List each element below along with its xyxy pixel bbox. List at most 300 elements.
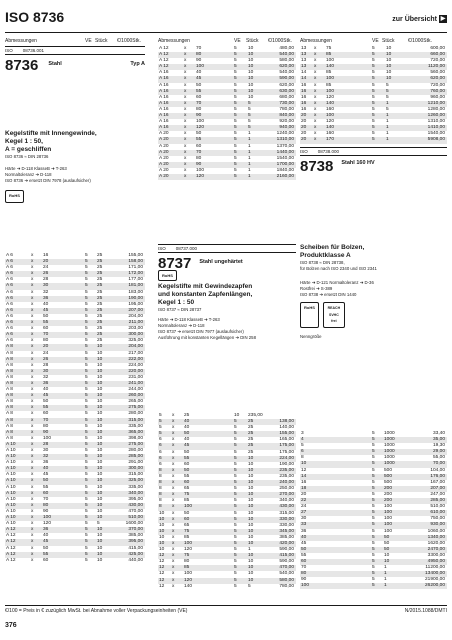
table-cell: 5 [372,528,375,534]
table-cell: 28 [43,277,49,283]
table-cell: 430,00 [128,502,143,508]
table-cell: 5 [97,521,100,527]
table-cell: 70 [43,496,49,502]
table-cell: 315,00 [128,472,143,478]
back-label: zur Übersicht [392,15,437,23]
table-cell: 5 [372,461,375,467]
table-cell: 1000 [384,455,395,461]
table-cell: 500 [384,473,393,479]
table-cell: 275,00 [128,441,143,447]
table-cell: 24 [43,350,49,356]
table-cell: 10 [248,571,254,577]
table-cell: 10 [159,522,165,528]
table-cell: 5 [85,362,88,368]
desc-line: Produktklasse A [300,252,351,259]
table-cell: 10 [97,508,103,514]
col-vk: VE [372,38,379,44]
table-cell: 335,00 [128,484,143,490]
table-cell: 25 [97,301,103,307]
table-cell: 1000 [384,431,395,436]
table-cell: 60 [43,326,49,332]
table-cell: 5 [234,443,237,449]
meta-line: Härte ➜ D-121 Normaltoleranz ➜ D-36 [300,280,374,285]
table-cell: 5 [85,338,88,344]
table-cell: 50 [196,82,202,88]
table-cell: 25 [248,431,254,437]
table-cell: 160 [326,106,335,112]
table-cell: 80 [184,559,190,565]
table-cell: A 20 [159,143,169,149]
table-cell: 5 [234,119,237,125]
table-cell: 5 [234,504,237,510]
table-cell: 10 [386,70,392,76]
table-cell: 25 [248,449,254,455]
table-cell: 280,00 [128,411,143,417]
table-cell: x [314,125,317,131]
table-cell: x [172,455,175,461]
table-cell: 10 [97,374,103,380]
table-cell: 1260,00 [427,113,445,119]
table-cell: 10 [248,52,254,58]
table-cell: 5 [85,387,88,393]
table-cell: x [172,486,175,492]
table-cell: 25 [97,307,103,313]
table-cell: 20 [301,131,307,137]
desc-line: A = geschliffen [5,146,52,153]
table-cell: x [314,70,317,76]
table-cell: 10 [248,534,254,540]
table-cell: 8 [159,486,162,492]
table-cell: A 16 [159,76,169,82]
table-cell: x [172,480,175,486]
table-cell: 10 [248,492,254,498]
table-cell: 5 [85,399,88,405]
table-cell: 24 [301,504,307,510]
table-cell: x [314,52,317,58]
table-cell: 1440,00 [276,149,294,155]
table-cell: 100 [184,571,193,577]
table-cell: 300,00 [128,466,143,472]
meta-line: Ausführung mit konstanten Kegellängen ➜ DIN 258 [158,335,256,340]
table-cell: x [172,504,175,510]
table-cell: A 6 [6,283,13,289]
table-cell: 330,00 [279,522,294,528]
table-8736-part4 [300,46,447,144]
table-cell: 19,30 [432,443,445,449]
table-cell: 1310,00 [276,137,294,143]
table-cell: 10 [248,455,254,461]
table-cell: 560,00 [430,70,445,76]
table-cell: 1000 [384,461,395,467]
table-cell: 10 [248,473,254,479]
table-cell: x [31,356,34,362]
table-cell: 5 [372,58,375,64]
table-cell: 235,00 [248,413,263,418]
table-cell: A 20 [159,161,169,167]
table-cell: x [184,167,187,173]
table-cell: 10 [97,362,103,368]
table-cell: 25 [97,313,103,319]
table-cell: 100 [43,515,52,521]
table-cell: 580,00 [279,58,294,64]
table-cell: 5 [234,52,237,58]
table-cell: 5 [85,289,88,295]
table-cell: 100 [326,113,335,119]
table-cell: 8 [159,504,162,510]
table-cell: A 6 [6,338,13,344]
table-cell: 291,00 [128,460,143,466]
table-cell: 5 [372,577,375,583]
table-cell: 5 [85,283,88,289]
table-cell: 10 [386,46,392,51]
table-cell: x [172,467,175,473]
product-8738 [300,147,447,175]
table-cell: 80 [43,423,49,429]
table-cell: 425,00 [128,551,143,557]
table-cell: 5 [234,149,237,155]
table-cell: 5 [234,167,237,173]
col-abm: Abmessungen [300,38,332,44]
table-cell: x [184,64,187,70]
table-cell: 660,00 [430,52,445,58]
table-cell: 176,00 [430,473,445,479]
table-cell: 50 [184,449,190,455]
table-cell: 5 [85,295,88,301]
table-cell: 167,00 [430,479,445,485]
table-cell: 140 [326,125,335,131]
table-cell: 750,00 [430,516,445,522]
table-cell: x [31,448,34,453]
table-cell: 840,00 [279,113,294,119]
table-cell: x [31,411,34,417]
table-cell: 5 [85,332,88,338]
table-cell: 231,00 [128,374,143,380]
table-cell: 183,00 [128,289,143,295]
table-cell: 120 [196,173,205,179]
table-cell: 4 [301,437,304,443]
table-cell: 10 [248,64,254,70]
table-cell: x [172,559,175,565]
table-cell: A 8 [6,417,13,423]
table-cell: 315,00 [279,510,294,516]
table-cell: 24 [43,265,49,271]
table-cell: A 20 [159,137,169,143]
table-cell: 16 [301,82,307,88]
back-to-overview-link[interactable] [392,15,447,23]
table-cell: 85 [184,534,190,540]
table-cell: x [31,429,34,435]
table-cell: 40 [43,533,49,539]
table-cell: 345,00 [279,528,294,534]
table-cell: 14 [301,76,307,82]
table-cell: 80 [43,338,49,344]
table-cell: 720,00 [430,82,445,88]
table-cell: 100 [184,504,193,510]
table-cell: 8 [159,467,162,473]
table-cell: A 8 [6,380,13,386]
table-cell: x [31,423,34,429]
table-cell: x [172,583,175,589]
table-cell: 55 [43,320,49,326]
table-cell: 247,00 [430,491,445,497]
table-cell: x [31,338,34,344]
product-code: 08736.001 [22,48,45,53]
table-cell: 10 [97,484,103,490]
table-cell: 16 [301,106,307,112]
table-cell: 5 [85,466,88,472]
table-cell: 13 [301,52,307,58]
table-cell: 172,00 [128,271,143,277]
table-cell: 1 [248,155,251,161]
table-cell: 60 [301,558,307,564]
table-cell: x [314,76,317,82]
table-cell: x [31,326,34,332]
table-cell: 1240,00 [276,131,294,137]
table-cell: 10 [248,486,254,492]
table-cell: 5 [386,82,389,88]
table-cell: x [172,547,175,553]
table-cell: 10 [97,515,103,521]
table-cell: 430,00 [279,504,294,510]
table-cell: A 12 [6,527,16,533]
table-cell: 40 [196,70,202,76]
table-cell: 224,00 [279,455,294,461]
table-cell: 285,00 [128,454,143,460]
table-cell: 5 [234,571,237,577]
table-cell: 5 [372,583,375,589]
table-cell: 5 [85,368,88,374]
table-cell: 217,00 [128,350,143,356]
table-cell: 5 [85,429,88,435]
table-cell: 30 [43,283,49,289]
table-cell: x [184,46,187,51]
table-cell: 1 [248,149,251,155]
table-cell: 1280,00 [427,106,445,112]
table-cell: 590,00 [279,547,294,553]
table-cell: 620,00 [279,64,294,70]
table-cell: 1 [384,571,387,577]
table-cell: x [31,259,34,265]
table-cell: 3300,00 [427,552,445,558]
table-cell: x [31,502,34,508]
table-cell: 10 [97,435,103,441]
table-cell: 780,00 [279,106,294,112]
table-cell: 25 [97,295,103,301]
table-cell: A 6 [6,295,13,301]
table-cell: 10 [248,82,254,88]
table-cell: 1540,00 [276,155,294,161]
table-cell: x [184,131,187,137]
table-cell: 6 [159,437,162,443]
table-cell: 10 [248,70,254,76]
table-cell: 200 [384,491,393,497]
table-cell: 235,00 [279,467,294,473]
table-cell: x [184,143,187,149]
table-cell: 5 [85,441,88,447]
table-cell: 5 [85,551,88,557]
footer [5,605,447,614]
table-cell: 2470,00 [427,546,445,552]
product-type: Typ A [130,61,145,67]
table-cell: 120 [196,125,205,131]
table-row [158,174,296,180]
table-cell: 1 [386,113,389,119]
table-cell: 10 [97,387,103,393]
table-cell: 5 [85,557,88,563]
table-cell: 275,00 [128,405,143,411]
table-cell: 250,00 [279,486,294,492]
table-cell: 590,00 [279,559,294,565]
table-cell: x [31,393,34,399]
table-cell: 5 [85,490,88,496]
table-cell: 1 [248,161,251,167]
table-cell: 5 [85,405,88,411]
table-cell: 1 [248,547,251,553]
table-cell: 260,00 [128,393,143,399]
table-cell: 40 [184,425,190,431]
table-cell: 5 [372,52,375,58]
table-cell: 315,00 [128,417,143,423]
table-cell: 5 [234,419,237,425]
table-cell: x [172,492,175,498]
table-row [158,584,296,590]
table-cell: 1060,00 [427,528,445,534]
table-cell: 5 [85,545,88,551]
table-cell: 1120,00 [428,64,445,70]
table-cell: 65 [184,486,190,492]
table-8738 [300,431,447,589]
table-cell: 330,00 [279,516,294,522]
table-cell: 5 [159,431,162,437]
desc-line: Kegel 1 : 50, [5,138,43,145]
table-cell: 10 [386,58,392,64]
table-cell: A 10 [6,478,16,484]
table-cell: x [184,125,187,131]
table-cell: 10 [97,380,103,386]
table-cell: A 12 [159,46,169,51]
footer-ref: N/2015.1088/DMTI [404,608,447,614]
table-cell: x [184,106,187,112]
table-cell: 70 [43,417,49,423]
product-number: 8736 [5,57,39,74]
table-cell: 500 [384,467,393,473]
table-cell: 29,00 [432,449,445,455]
table-cell: 5 [372,431,375,436]
table-cell: 1600,00 [125,521,143,527]
table-cell: 10 [97,429,103,435]
meta-line: Normaltoleranz ➜ D-118 [5,172,52,177]
table-cell: 50 [184,510,190,516]
table-cell: 10 [386,76,392,82]
table-cell: 10 [248,510,254,516]
table-cell: 760,00 [430,88,445,94]
table-cell: 1 [248,131,251,137]
table-cell: 415,00 [279,553,294,559]
table-cell: 40 [43,387,49,393]
table-cell: 80 [196,106,202,112]
table-cell: 244,00 [128,387,143,393]
table-cell: 90 [301,577,307,583]
table-cell: 50 [384,546,390,552]
table-cell: x [184,155,187,161]
table-cell: 10 [97,460,103,466]
table-cell: 5 [372,479,375,485]
table-cell: 1000 [384,443,395,449]
table-cell: 10 [97,472,103,478]
meta-line: Härte ➜ D-118 KlasseB ➜ T-263 [5,166,67,171]
table-cell: 32 [43,289,49,295]
arrow-icon: ▶ [440,16,446,22]
table-cell: 20 [301,119,307,125]
table-cell: x [184,173,187,179]
table-cell: 55 [43,551,49,557]
table-cell: 1 [386,125,389,131]
table-cell: 50 [184,431,190,437]
table-cell: x [314,100,317,106]
table-cell: 5 [248,119,251,125]
table-cell: 10 [248,565,254,571]
table-cell: x [31,313,34,319]
table-cell: 5 [372,64,375,70]
table-cell: 14 [301,473,307,479]
table-cell: 5 [85,478,88,484]
meta-line: Härte ➜ D-118 KlasseB ➜ T-263 [158,317,220,322]
table-cell: A 8 [6,405,13,411]
table-cell: 10 [159,534,165,540]
table-cell: 60 [43,490,49,496]
table-cell: 45 [184,443,190,449]
table-cell: 40 [184,419,190,425]
table-cell: x [31,460,34,466]
product-number: 8738 [300,158,334,175]
table-cell: 10 [248,559,254,565]
table-cell: 60 [196,94,202,100]
table-cell: x [172,431,175,437]
table-cell: 5 [234,125,237,131]
table-cell: 5 [234,492,237,498]
table-cell: 5 [234,113,237,119]
table-cell: 5 [234,510,237,516]
table-cell: 10 [97,490,103,496]
table-cell: 10 [248,516,254,522]
table-cell: x [31,271,34,277]
table-cell: x [314,46,317,51]
product-code: 08737.000 [175,246,198,251]
table-cell: x [31,551,34,557]
table-cell: 6 [301,449,304,455]
table-cell: 25 [97,277,103,283]
table-cell: 1 [386,137,389,143]
table-cell: 5 [234,461,237,467]
table-cell: 120 [184,547,193,553]
table-cell: x [31,289,34,295]
table-cell: 5 [85,301,88,307]
table-cell: 10 [248,528,254,534]
table-cell: 50 [43,478,49,484]
table-cell: 3 [301,431,304,436]
page-number: 376 [5,622,17,629]
table-cell: 930,00 [430,522,445,528]
table-cell: 5 [372,498,375,504]
col-abm: Abmessungen [158,38,190,44]
table-cell: 8 [159,492,162,498]
table-cell: 5 [234,64,237,70]
table-cell: 5 [372,516,375,522]
table-cell: 5 [234,547,237,553]
table-cell: 26 [43,271,49,277]
table-cell: A 8 [6,411,13,417]
table-cell: 28 [43,441,49,447]
